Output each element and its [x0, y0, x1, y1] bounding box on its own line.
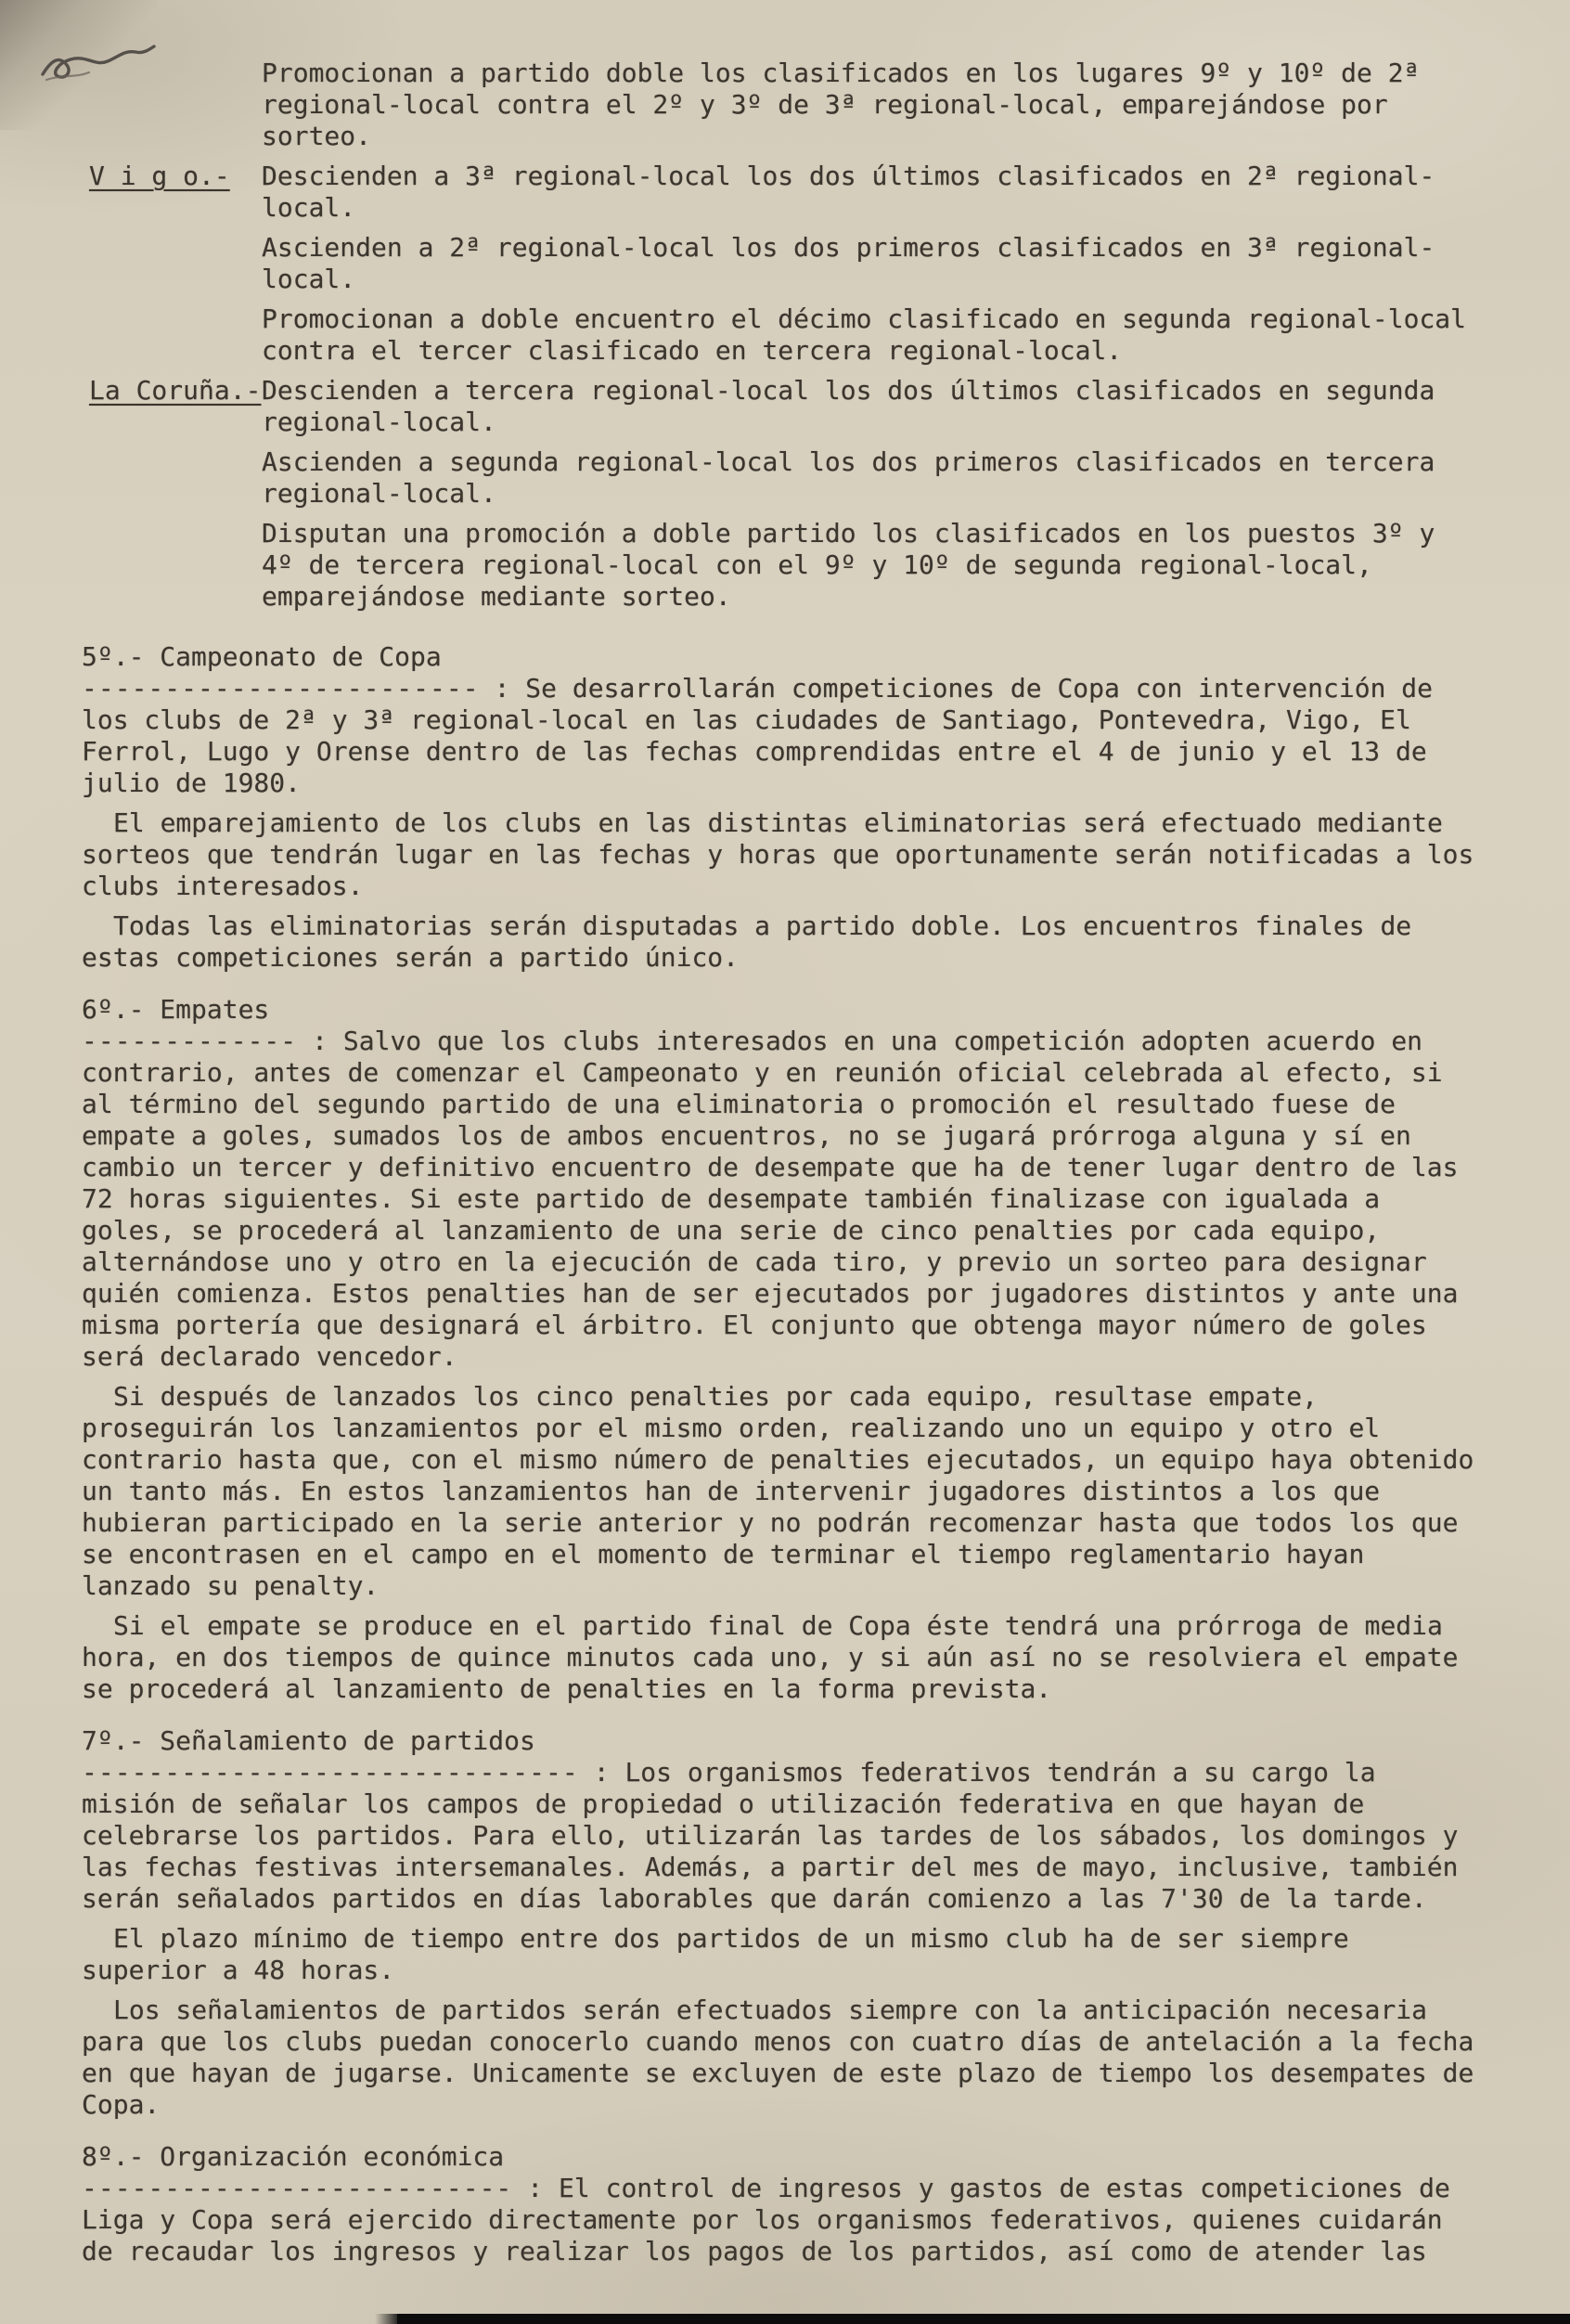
entry-paragraph: Disputan una promoción a doble partido los clasificados en los puestos 3º y 4º de tercera regional-local con el 9º y 10º de segunda regional-local, emparejándose mediante sorteo.: [262, 518, 1435, 612]
section-campeonato-de-copa: [82, 641, 1479, 974]
section-heading: 7º.- Señalamiento de partidos: [82, 1725, 535, 1756]
entry-la-coruna: [89, 375, 1479, 621]
heading-underline: --------------------------: [82, 2173, 513, 2203]
section-heading: 5º.- Campeonato de Copa: [82, 641, 442, 672]
section-paragraph: Todas las eliminatorias serán disputadas a partido doble. Los encuentros finales de estas competiciones serán a partido único.: [82, 910, 1412, 973]
section-paragraph: Los señalamientos de partidos serán efectuados siempre con la anticipación necesaria para que los clubs puedan conocerlo cuando menos con cuatro días de antelación a la fecha en que hayan de jugarse. Unicamente se excluyen de este plazo de tiempo los desempates de Copa.: [82, 1995, 1474, 2120]
scan-edge-artifact: [375, 2314, 399, 2324]
entry-label-la-coruna: La Coruña.-: [89, 375, 262, 406]
document-body: [82, 58, 1479, 2276]
entry-paragraph: Ascienden a 2ª regional-local los dos primeros clasificados en 3ª regional-local.: [262, 232, 1435, 294]
section-heading: 8º.- Organización económica: [82, 2141, 505, 2172]
entry-paragraph: Promocionan a doble encuentro el décimo clasificado en segunda regional-local contra el tercer clasificado en tercera regional-local.: [262, 303, 1467, 366]
entry-paragraph: Descienden a tercera regional-local los dos últimos clasificados en segunda regional-local.: [262, 375, 1435, 437]
section-paragraph: Si el empate se produce en el partido final de Copa éste tendrá una prórroga de media hora, en dos tiempos de quince minutos cada uno, y si aún así no se resolviera el empate se procederá al lanzamiento de penalties en la forma prevista.: [82, 1610, 1459, 1704]
lead-text: : Los organismos federativos tendrán a su cargo la misión de señalar los campos de propiedad o utilización federativa en que hayan de celebrarse los partidos. Para ello, utilizarán las tardes de los sábados, los domingos y las fechas festivas intersemanales. Además, a partir del mes de mayo, inclusive, también serán señalados partidos en días laborables que darán comienzo a las 7'30 de la tarde.: [82, 1757, 1459, 1914]
entry-paragraph: Ascienden a segunda regional-local los dos primeros clasificados en tercera regional-local.: [262, 446, 1435, 509]
entry-body: [262, 161, 1479, 375]
section-paragraph: El emparejamiento de los clubs en las distintas eliminatorias será efectuado mediante sorteos que tendrán lugar en las fechas y horas que oportunamente serán notificadas a los clubs interesados.: [82, 807, 1474, 901]
entry-body: [262, 375, 1479, 621]
continuation-paragraph: Promocionan a partido doble los clasificados en los lugares 9º y 10º de 2ª regional-local contra el 2º y 3º de 3ª regional-local, emparejándose por sorteo.: [262, 58, 1420, 151]
section-lead-paragraph: [82, 2173, 1479, 2267]
heading-underline: ------------------------: [82, 673, 480, 704]
entry-label-vigo: V i g o.-: [89, 161, 230, 191]
scan-edge-artifact: [397, 2314, 1570, 2324]
entry-vigo: [89, 161, 1479, 375]
section-empates: [82, 994, 1479, 1705]
heading-underline: -------------: [82, 1026, 298, 1056]
section-lead-paragraph: [82, 1757, 1479, 1915]
section-paragraph: Si después de lanzados los cinco penalties por cada equipo, resultase empate, proseguirán los lanzamientos por el mismo orden, realizando uno un equipo y otro el contrario hasta que, con el mismo número de penalties ejecutados, un equipo haya obtenido un tanto más. En estos lanzamientos han de intervenir jugadores distintos a los que hubieran participado en la serie anterior y no podrán recomenzar hasta que todos los que se encontrasen en el campo en el momento de terminar el tiempo reglamentario hayan lanzado su penalty.: [82, 1381, 1474, 1601]
heading-underline: ------------------------------: [82, 1757, 579, 1788]
lead-text: : El control de ingresos y gastos de estas competiciones de Liga y Copa será ejercido directamente por los organismos federativos, quienes cuidarán de recaudar los ingresos y realizar los pagos de los partidos, así como de atender las: [82, 2173, 1450, 2266]
entry-paragraph: Descienden a 3ª regional-local los dos últimos clasificados en 2ª regional-local.: [262, 161, 1435, 223]
section-organizacion-economica: [82, 2141, 1479, 2267]
section-lead-paragraph: [82, 1026, 1479, 1373]
lead-text: : Salvo que los clubs interesados en una competición adopten acuerdo en contrario, antes de comenzar el Campeonato y en reunión oficial celebrada al efecto, si al término del segundo partido de una eliminatoria o promoción el resultado fuese de empate a goles, sumados los de ambos encuentros, no se jugará prórroga alguna y sí en cambio un tercer y definitivo encuentro de desempate que ha de tener lugar dentro de las 72 horas siguientes. Si este partido de desempate también finalizase con igualada a goles, se procederá al lanzamiento de una serie de cinco penalties por cada equipo, alternándose uno y otro en la ejecución de cada tiro, y previo un sorteo para designar quién comienza. Estos penalties han de ser ejecutados por jugadores distintos y ante una misma portería que designará el árbitro. El conjunto que obtenga mayor número de goles será declarado vencedor.: [82, 1026, 1459, 1372]
section-lead-paragraph: [82, 673, 1479, 799]
lead-text: : Se desarrollarán competiciones de Copa con intervención de los clubs de 2ª y 3ª regional-local en las ciudades de Santiago, Pontevedra, Vigo, El Ferrol, Lugo y Orense dentro de las fechas comprendidas entre el 4 de junio y el 13 de julio de 1980.: [82, 673, 1434, 798]
section-paragraph: El plazo mínimo de tiempo entre dos partidos de un mismo club ha de ser siempre superior a 48 horas.: [82, 1923, 1349, 1985]
section-heading: 6º.- Empates: [82, 994, 270, 1025]
section-senalamiento-de-partidos: [82, 1725, 1479, 2121]
